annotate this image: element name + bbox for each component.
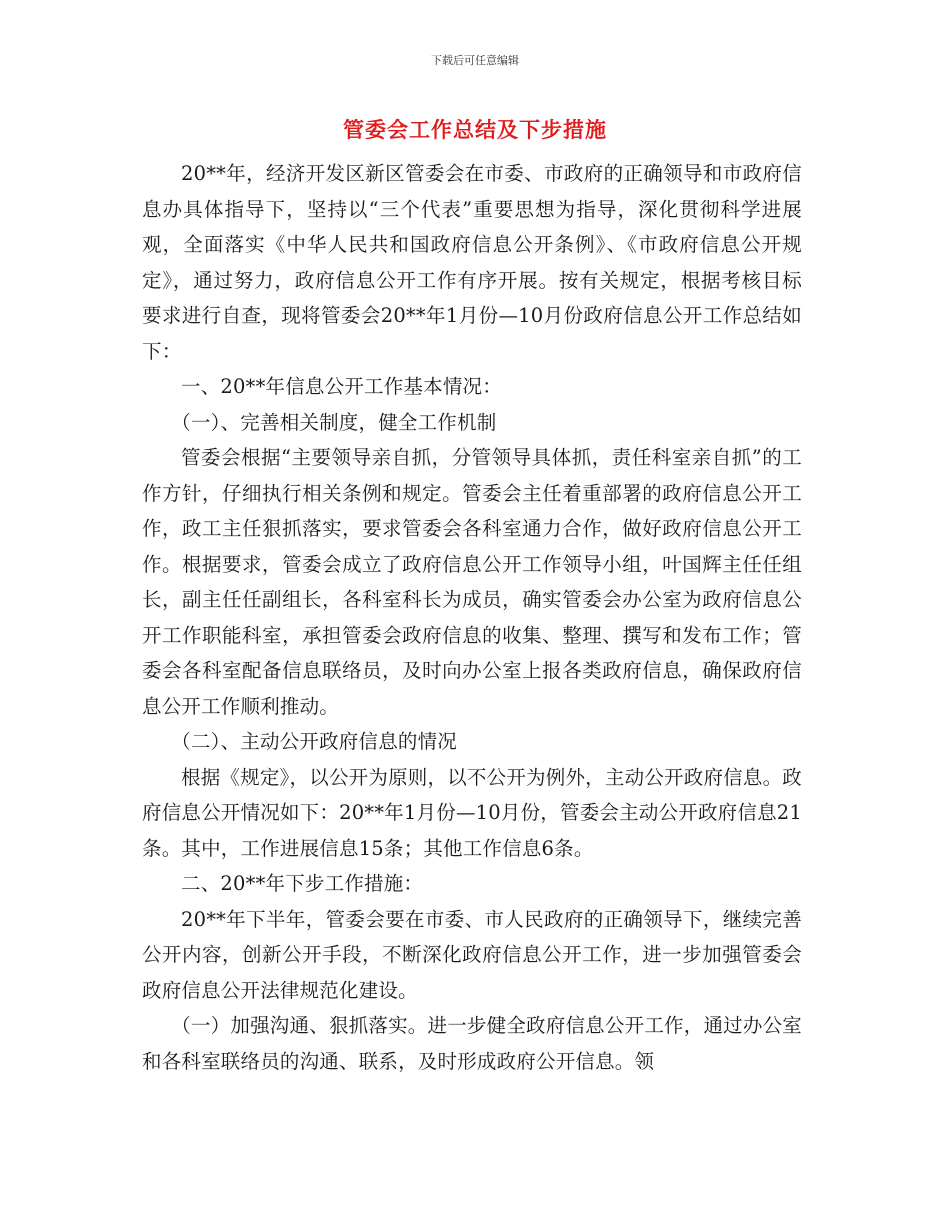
header-note: 下载后可任意编辑 [431, 54, 519, 67]
document-title: 管委会工作总结及下步措施 [343, 118, 607, 142]
section-heading-2: 二、20**年下步工作措施： [181, 872, 424, 895]
section-heading-1: 一、20**年信息公开工作基本情况： [181, 375, 502, 398]
subsection-heading-1: （一）、完善相关制度，健全工作机制 [171, 410, 497, 434]
document-body [142, 156, 802, 1079]
paragraph-plan: 20**年下半年，管委会要在市委、市人民政府的正确领导下，继续完善公开内容，创新公开手段，不断深化政府信息公开工作，进一步加强管委会政府信息公开法律规范化建设。 [142, 907, 802, 1002]
paragraph-intro: 20**年，经济开发区新区管委会在市委、市政府的正确领导和市政府信息办具体指导下，坚持以“三个代表”重要思想为指导，深化贯彻科学进展观，全面落实《中华人民共和国政府信息公开条例》、《市政府信息公开规定》，通过努力，政府信息公开工作有序开展。按有关规定，根据考核目标要求进行自查，现将管委会20**年1月份—10月份政府信息公开工作总结如下： [142, 162, 802, 363]
subsection-heading-2: （二）、主动公开政府信息的情况 [171, 730, 458, 753]
paragraph-system: 管委会根据“主要领导亲自抓，分管领导具体抓，责任科室亲自抓”的工作方针，仔细执行相关条例和规定。管委会主任着重部署的政府信息公开工作，政工主任狠抓落实，要求管委会各科室通力合作，做好政府信息公开工作。根据要求，管委会成立了政府信息公开工作领导小组，叶国辉主任任组长，副主任任副组长，各科室科长为成员，确实管委会办公室为政府信息公开工作职能科室，承担管委会政府信息的收集、整理、撰写和发布工作；管委会各科室配备信息联络员，及时向办公室上报各类政府信息，确保政府信息公开工作顺利推动。 [142, 446, 802, 718]
paragraph-disclosure: 根据《规定》，以公开为原则，以不公开为例外，主动公开政府信息。政府信息公开情况如下：20**年1月份—10月份，管委会主动公开政府信息21条。其中，工作进展信息15条；其他工作信息6条。 [142, 765, 802, 860]
paragraph-measure-1: （一）加强沟通、狠抓落实。进一步健全政府信息公开工作，通过办公室和各科室联络员的沟通、联系，及时形成政府公开信息。领 [142, 1014, 802, 1073]
